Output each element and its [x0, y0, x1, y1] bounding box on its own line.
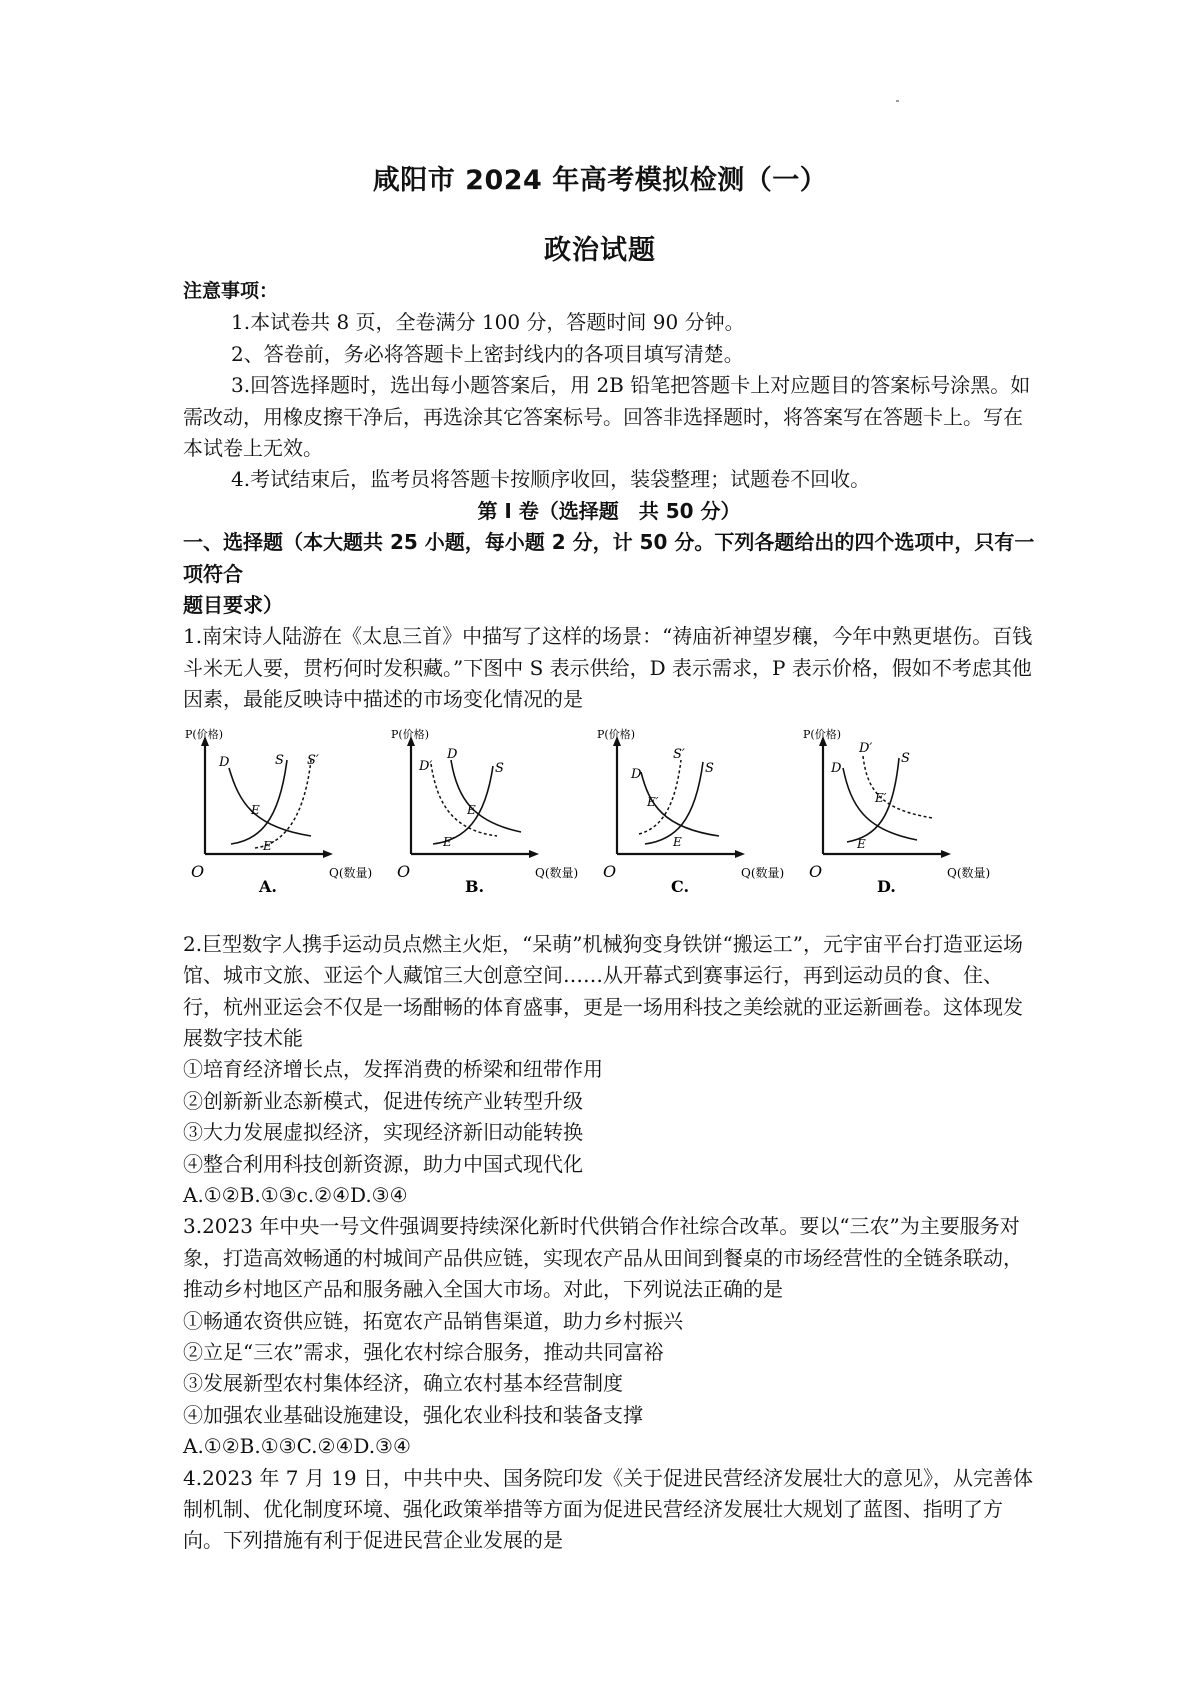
curve-label: S [275, 752, 284, 768]
graph-c [595, 722, 795, 927]
question-3-option: ①畅通农资供应链，拓宽农产品销售渠道，助力乡村振兴 [183, 1308, 683, 1333]
y-axis-label: P(价格) [803, 727, 841, 741]
curve-label: D [219, 754, 230, 770]
exam-subtitle: 政治试题 [544, 235, 656, 266]
question-3-option: ②立足“三农”需求，强化农村综合服务，推动共同富裕 [183, 1339, 664, 1364]
point-label: E′ [443, 834, 455, 849]
point-label: E [467, 802, 476, 817]
curve-label: D [631, 766, 642, 782]
question-1-graphs [183, 722, 1035, 927]
question-2-option: ③大力发展虚拟经济，实现经济新旧动能转换 [183, 1120, 583, 1145]
origin-label: O [809, 861, 823, 881]
notice-item-1: 1.本试卷共 8 页，全卷满分 100 分，答题时间 90 分钟。 [231, 310, 745, 335]
graph-a [183, 722, 383, 927]
x-axis-label: Q(数量) [741, 865, 785, 880]
question-2-option: ①培育经济增长点，发挥消费的桥梁和纽带作用 [183, 1057, 603, 1082]
point-label: E′ [875, 790, 887, 805]
notice-item-2: 2、答卷前，务必将答题卡上密封线内的各项目填写清楚。 [231, 341, 744, 366]
curve-label: D′ [859, 740, 873, 756]
curve-label: S′ [307, 752, 319, 768]
curve-label: D [831, 760, 842, 776]
origin-label: O [603, 861, 617, 881]
question-3-option: ③发展新型农村集体经济，确立农村基本经营制度 [183, 1371, 623, 1396]
question-1-stem: 1.南宋诗人陆游在《太息三首》中描写了这样的场景：“祷庙祈神望岁穰，今年中熟更堪伤。百钱斗米无人要，贯朽何时发积藏。”下图中 S 表示供给，D 表示需求，P 表示价格，假如不考虑其他因素，最能反映诗中描述的市场变化情况的是 [183, 624, 1033, 712]
section-instruction: 一、选择题（本大题共 25 小题，每小题 2 分，计 50 分。下列各题给出的四个选项中，只有一项符合 [183, 530, 1035, 586]
point-label: E [673, 834, 682, 849]
y-axis-label: P(价格) [185, 727, 223, 741]
graph-d [801, 722, 1001, 927]
question-2-choices: A.①②B.①③c.②④D.③④ [183, 1182, 408, 1207]
question-2-stem: 2.巨型数字人携手运动员点燃主火炬，“呆萌”机械狗变身铁饼“搬运工”，元宇宙平台打造亚运场馆、城市文旅、亚运个人藏馆三大创意空间……从开幕式到赛事运行，再到运动员的食、住、行，杭州亚运会不仅是一场酣畅的体育盛事，更是一场用科技之美绘就的亚运新画卷。这体现发展数字技术能 [183, 931, 1023, 1050]
graph-b [389, 722, 589, 927]
notice-heading: 注意事项： [183, 280, 279, 302]
y-axis-label: P(价格) [597, 727, 635, 741]
exam-body [183, 276, 1035, 1557]
section-instruction-cont: 题目要求） [183, 593, 283, 618]
curve-label: S [705, 760, 714, 776]
question-3-stem: 3.2023 年中央一号文件强调要持续深化新时代供销合作社综合改革。要以“三农”为主要服务对象，打造高效畅通的村城间产品供应链，实现农产品从田间到餐桌的市场经营性的全链条联动，推动乡村地区产品和服务融入全国大市场。对此，下列说法正确的是 [183, 1214, 1023, 1302]
question-4-stem: 4.2023 年 7 月 19 日，中共中央、国务院印发《关于促进民营经济发展壮大的意见》，从完善体制机制、优化制度环境、强化政策举措等方面为促进民营经济发展壮大规划了蓝图、指明了方向。下列措施有利于促进民营企业发展的是 [183, 1465, 1033, 1553]
curve-label: D′ [419, 758, 433, 774]
notice-item-4: 4.考试结束后，监考员将答题卡按顺序收回，装袋整理；试题卷不回收。 [231, 467, 871, 492]
curve-label: S′ [673, 746, 685, 762]
graph-option-label: C. [671, 876, 690, 896]
curve-label: S [495, 760, 504, 776]
y-axis-label: P(价格) [391, 727, 429, 741]
point-label: E′ [647, 794, 659, 809]
exam-title: 咸阳市 2024 年高考模拟检测（一） [372, 165, 828, 196]
point-label: E [251, 802, 260, 817]
curve-label: S [901, 750, 910, 766]
question-3-option: ④加强农业基础设施建设，强化农业科技和装备支撑 [183, 1402, 643, 1427]
volume-title: 第 I 卷（选择题 共 50 分） [477, 498, 741, 523]
graph-option-label: A. [259, 876, 277, 896]
origin-label: O [397, 861, 411, 881]
x-axis-label: Q(数量) [535, 865, 579, 880]
notice-item-3: 3.回答选择题时，选出每小题答案后，用 2B 铅笔把答题卡上对应题目的答案标号涂黑。如需改动，用橡皮擦干净后，再选涂其它答案标号。回答非选择题时，将答案写在答题卡上。写在本试卷上无效。 [183, 373, 1031, 461]
curve-label: D [447, 746, 458, 762]
question-2-option: ④整合利用科技创新资源，助力中国式现代化 [183, 1151, 583, 1176]
scan-speck [896, 100, 899, 102]
graph-option-label: B. [465, 876, 485, 896]
point-label: E′ [263, 838, 275, 853]
question-3-choices: A.①②B.①③C.②④D.③④ [183, 1434, 411, 1459]
x-axis-label: Q(数量) [947, 865, 991, 880]
point-label: E [857, 836, 866, 851]
x-axis-label: Q(数量) [329, 865, 373, 880]
graph-option-label: D. [877, 876, 896, 896]
origin-label: O [191, 861, 205, 881]
question-2-option: ②创新新业态新模式，促进传统产业转型升级 [183, 1088, 583, 1113]
